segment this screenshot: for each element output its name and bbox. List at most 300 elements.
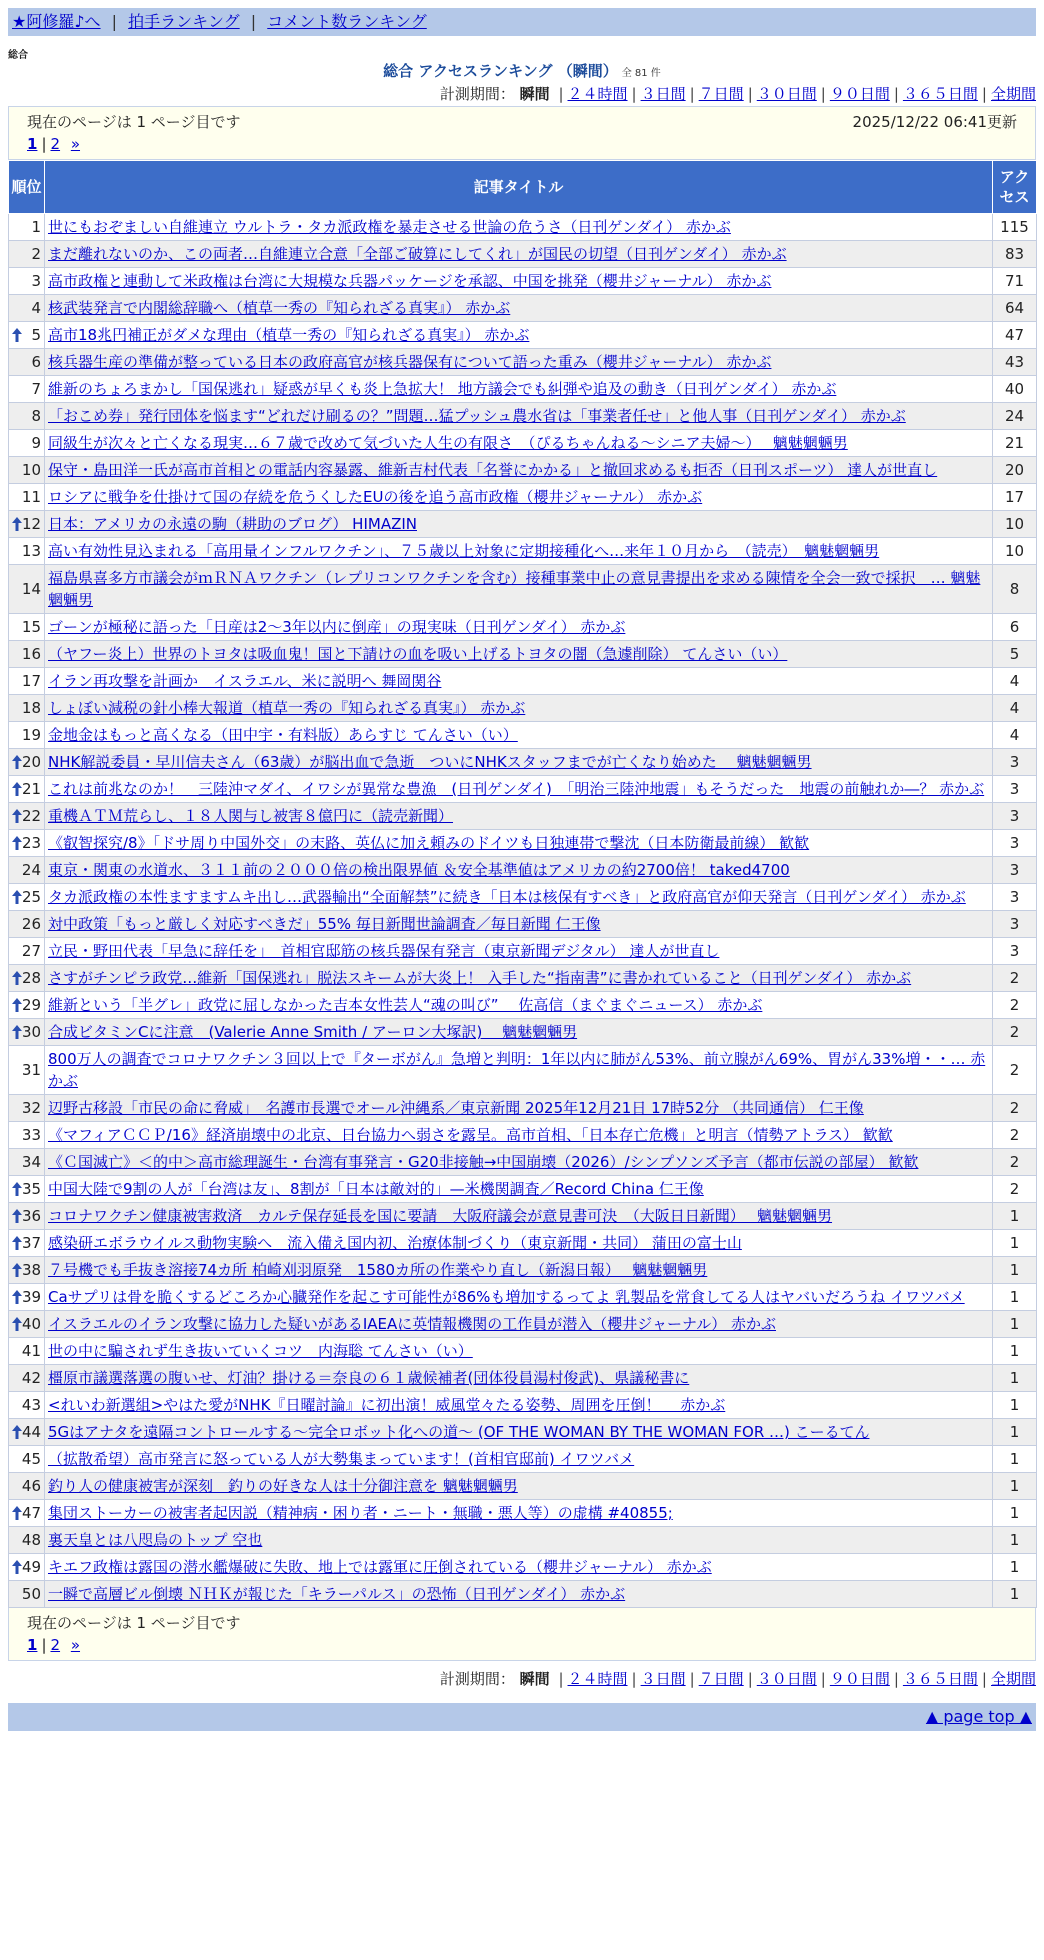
period-separator: |: [689, 85, 695, 103]
rank-cell: [9, 884, 45, 911]
period-option-link[interactable]: ３６５日間: [902, 1670, 978, 1688]
access-count: 8: [993, 565, 1037, 614]
access-count: 1: [993, 1284, 1037, 1311]
period-separator: |: [820, 85, 826, 103]
access-count: 3: [993, 884, 1037, 911]
period-links: [554, 1670, 1036, 1688]
title-cell: [45, 668, 993, 695]
period-separator: |: [747, 85, 753, 103]
up-arrow-icon: [12, 1556, 22, 1578]
rank-number: 30: [22, 1023, 42, 1041]
rank-cell: [9, 1284, 45, 1311]
rank-cell: [9, 749, 45, 776]
rank-cell: [9, 1095, 45, 1122]
article-link[interactable]: まだ離れないのか、この両者…自維連立合意「全部ご破算にしてくれ」が国民の切望（日刊ゲンダイ） 赤かぶ: [48, 245, 787, 263]
rank-number: 2: [31, 245, 41, 263]
title-cell: [45, 1095, 993, 1122]
rank-cell: [9, 1203, 45, 1230]
rank-number: 31: [21, 1061, 41, 1079]
up-arrow-icon: [12, 1205, 22, 1227]
rank-number: 19: [21, 726, 41, 744]
title-cell: [45, 1122, 993, 1149]
article-link[interactable]: 800万人の調査でコロナワクチン３回以上で『ターボがん』急増と判明：1年以内に肺がん53%、前立腺がん69%、胃がん33%増・・… 赤かぶ: [48, 1050, 986, 1090]
page-info-box-bottom: [8, 1608, 1036, 1661]
access-count: 2: [993, 992, 1037, 1019]
article-link[interactable]: 金地金はもっと高くなる（田中宇・有料版）あらすじ てんさい（い）: [48, 726, 518, 744]
access-count: 1: [993, 1581, 1037, 1608]
pager-page-2[interactable]: 2: [50, 1636, 61, 1654]
up-arrow-icon: [12, 324, 22, 346]
article-link[interactable]: これは前兆なのか！ 三陸沖マダイ、イワシが異常な豊漁 (日刊ゲンダイ) 「明治三陸沖地震」もそうだった 地震の前触れか―？ 赤かぶ: [48, 780, 985, 798]
article-link[interactable]: 維新という「半グレ」政党に屈しなかった吉本女性芸人“魂の叫び” 佐高信（まぐまぐニュース） 赤かぶ: [48, 996, 763, 1014]
table-row: [9, 241, 1037, 268]
article-link[interactable]: 高市18兆円補正がダメな理由（植草一秀の『知られざる真実』） 赤かぶ: [48, 326, 530, 344]
rank-number: 25: [22, 888, 42, 906]
access-count: 1: [993, 1311, 1037, 1338]
article-link[interactable]: 5Gはアナタを遠隔コントロールする～完全ロボット化への道～ (OF THE WOMAN BY THE WOMAN FOR …) こーるてん: [48, 1423, 870, 1441]
access-count: 1: [993, 1365, 1037, 1392]
rank-cell: [9, 1257, 45, 1284]
access-count: 2: [993, 1122, 1037, 1149]
table-row: [9, 1473, 1037, 1500]
up-arrow-icon: [12, 1021, 22, 1043]
period-separator: |: [981, 1670, 987, 1688]
up-arrow-icon: [12, 1286, 22, 1308]
title-cell: [45, 776, 993, 803]
rank-cell: [9, 1046, 45, 1095]
period-option-link[interactable]: 全期間: [990, 85, 1036, 103]
period-option-link[interactable]: ３０日間: [756, 85, 817, 103]
article-link[interactable]: 《マフィアＣＣＰ/16》経済崩壊中の北京、日台協力へ弱さを露呈。高市首相、「日本存亡危機」と明言（情勢アトラス） 歓歓: [48, 1126, 893, 1144]
period-separator: |: [747, 1670, 753, 1688]
rank-number: 47: [22, 1504, 42, 1522]
table-row: [9, 668, 1037, 695]
article-link[interactable]: キエフ政権は露国の潜水艦爆破に失敗、地上では露軍に圧倒されている（櫻井ジャーナル） 赤かぶ: [48, 1558, 712, 1576]
up-arrow-icon: [12, 805, 22, 827]
access-count: 6: [993, 614, 1037, 641]
top-nav-bar: [8, 8, 1036, 36]
period-option-link[interactable]: ２４時間: [567, 1670, 628, 1688]
article-link[interactable]: （拡散希望）高市発言に怒っている人が大勢集まっています！(首相官邸前) イワツバメ: [48, 1450, 635, 1468]
article-link[interactable]: 合成ビタミンCに注意 (Valerie Anne Smith / アーロン大塚訳) 魑魅魍魎男: [48, 1023, 578, 1041]
title-cell: [45, 1019, 993, 1046]
period-option-link[interactable]: ３日間: [640, 85, 686, 103]
rank-cell: [9, 295, 45, 322]
access-count: 2: [993, 1095, 1037, 1122]
article-link[interactable]: 感染研エボラウイルス動物実験へ 流入備え国内初、治療体制づくり（東京新聞・共同） 蒲田の富士山: [48, 1234, 742, 1252]
article-link[interactable]: 《叡智探究/8》「ドサ周り中国外交」の末路、英仏に加え頼みのドイツも日独連帯で撃沈（日本防衛最前線） 歓歓: [48, 834, 810, 852]
title-cell: [45, 214, 993, 241]
table-row: [9, 1257, 1037, 1284]
title-cell: [45, 830, 993, 857]
table-row: [9, 695, 1037, 722]
rank-cell: [9, 1554, 45, 1581]
rank-number: 42: [21, 1369, 41, 1387]
access-count: 1: [993, 1527, 1037, 1554]
up-arrow-icon: [12, 1259, 22, 1281]
rank-number: 32: [21, 1099, 41, 1117]
page-info-box-top: [8, 106, 1036, 160]
up-arrow-icon: [12, 1421, 22, 1443]
table-row: [9, 1311, 1037, 1338]
title-cell: [45, 1149, 993, 1176]
table-row: [9, 641, 1037, 668]
table-row: [9, 1230, 1037, 1257]
current-page-text: 現在のページは 1 ページ目です: [27, 113, 241, 131]
rank-number: 33: [21, 1126, 41, 1144]
access-count: 17: [993, 484, 1037, 511]
rank-number: 8: [31, 407, 41, 425]
title-cell: [45, 1338, 993, 1365]
rank-number: 50: [21, 1585, 41, 1603]
title-cell: [45, 1527, 993, 1554]
access-count: 5: [993, 641, 1037, 668]
table-row: [9, 484, 1037, 511]
title-cell: [45, 695, 993, 722]
ranking-table: [8, 160, 1037, 1608]
article-link[interactable]: 辺野古移設「市民の命に脅威」 名護市長選でオール沖縄系／東京新聞 2025年12月21日 17時52分 （共同通信） 仁王像: [48, 1099, 864, 1117]
up-arrow-icon: [12, 994, 22, 1016]
rank-cell: [9, 1365, 45, 1392]
title-cell: [45, 1257, 993, 1284]
rank-cell: [9, 1527, 45, 1554]
period-label: 計測期間：: [439, 1670, 515, 1688]
title-cell: [45, 992, 993, 1019]
article-link[interactable]: コロナワクチン健康被害救済 カルテ保存延長を国に要請 大阪府議会が意見書可決 （大阪日日新聞） 魑魅魍魎男: [48, 1207, 833, 1225]
article-link[interactable]: ゴーンが極秘に語った「日産は2～3年以内に倒産」の現実味（日刊ゲンダイ） 赤かぶ: [48, 618, 626, 636]
access-count: 1: [993, 1392, 1037, 1419]
period-selector-top: [8, 82, 1036, 106]
title-cell: [45, 511, 993, 538]
pager-next-link[interactable]: »: [70, 1636, 81, 1654]
rank-cell: [9, 376, 45, 403]
article-link[interactable]: 東京・関東の水道水、３１１前の２０００倍の検出限界値 ＆安全基準値はアメリカの約2700倍！ taked4700: [48, 861, 790, 879]
article-link[interactable]: イラン再攻撃を計画か イスラエル、米に説明へ 舞岡関谷: [48, 672, 442, 690]
rank-number: 39: [22, 1288, 42, 1306]
table-row: [9, 349, 1037, 376]
rank-number: 49: [22, 1558, 42, 1576]
access-count: 3: [993, 749, 1037, 776]
rank-cell: [9, 1311, 45, 1338]
article-link[interactable]: しょぼい減税の針小棒大報道（植草一秀の『知られざる真実』） 赤かぶ: [48, 699, 526, 717]
nav-separator: |: [111, 12, 118, 31]
rank-number: 22: [22, 807, 42, 825]
rank-cell: [9, 641, 45, 668]
access-count: 2: [993, 1149, 1037, 1176]
rank-number: 10: [21, 461, 41, 479]
title-cell: [45, 1446, 993, 1473]
rank-cell: [9, 241, 45, 268]
title-cell: [45, 911, 993, 938]
table-row: [9, 1203, 1037, 1230]
period-option-link[interactable]: ７日間: [698, 85, 744, 103]
access-count: 1: [993, 1203, 1037, 1230]
period-option-link[interactable]: ３６５日間: [902, 85, 978, 103]
article-link[interactable]: 「おこめ券」発行団体を悩ます“どれだけ刷るの？”問題…猛プッシュ農水省は「事業者任せ」と他人事（日刊ゲンダイ） 赤かぶ: [48, 407, 906, 425]
article-link[interactable]: 核武装発言で内閣総辞職へ（植草一秀の『知られざる真実』） 赤かぶ: [48, 299, 511, 317]
article-link[interactable]: イスラエルのイラン攻撃に協力した疑いがあるIAEAに英情報機関の工作員が潜入（櫻井ジャーナル） 赤かぶ: [48, 1315, 776, 1333]
rank-cell: [9, 965, 45, 992]
rank-cell: [9, 614, 45, 641]
up-arrow-icon: [12, 751, 22, 773]
rank-number: 13: [21, 542, 41, 560]
table-row: [9, 857, 1037, 884]
article-link[interactable]: 高い有効性見込まれる「高用量インフルワクチン」、７５歳以上対象に定期接種化へ…来年１０月から （読売） 魑魅魍魎男: [48, 542, 880, 560]
rank-number: 1: [31, 218, 41, 236]
rank-number: 15: [21, 618, 41, 636]
title-cell: [45, 803, 993, 830]
access-count: 2: [993, 1019, 1037, 1046]
rank-cell: [9, 349, 45, 376]
table-row: [9, 776, 1037, 803]
rank-number: 21: [22, 780, 42, 798]
access-count: 1: [993, 1500, 1037, 1527]
rank-number: 36: [22, 1207, 42, 1225]
table-row: [9, 722, 1037, 749]
access-count: 3: [993, 776, 1037, 803]
up-arrow-icon: [12, 778, 22, 800]
title-cell: [45, 457, 993, 484]
title-cell: [45, 938, 993, 965]
rank-number: 35: [22, 1180, 42, 1198]
rank-number: 20: [22, 753, 42, 771]
article-link[interactable]: 対中政策「もっと厳しく対応すべきだ」55% 毎日新聞世論調査／毎日新聞 仁王像: [48, 915, 601, 933]
rank-cell: [9, 1473, 45, 1500]
period-separator: |: [893, 1670, 899, 1688]
rank-number: 17: [21, 672, 41, 690]
article-link[interactable]: （ヤフー炎上）世界のトヨタは吸血鬼！国と下請けの血を吸い上げるトヨタの闇（急遽削除） てんさい（い）: [48, 645, 788, 663]
article-link[interactable]: 裏天皇とは八咫烏のトップ 空也: [48, 1531, 263, 1549]
article-link[interactable]: 《Ｃ国滅亡》＜的中＞高市総理誕生・台湾有事発言・G20非接触→中国崩壊（2026）/シンプソンズ予言（都市伝説の部屋） 歓歓: [48, 1153, 919, 1171]
title-cell: [45, 1419, 993, 1446]
access-count: 64: [993, 295, 1037, 322]
table-row: [9, 538, 1037, 565]
rank-number: 14: [21, 580, 41, 598]
period-option-link[interactable]: ３日間: [640, 1670, 686, 1688]
title-cell: [45, 965, 993, 992]
table-row: [9, 1338, 1037, 1365]
period-separator: |: [631, 85, 637, 103]
article-link[interactable]: 一瞬で高層ビル倒壊 ＮＨＫが報じた「キラーパルス」の恐怖（日刊ゲンダイ） 赤かぶ: [48, 1585, 626, 1603]
ranking-header: [8, 60, 1036, 82]
table-row: [9, 376, 1037, 403]
period-option-link[interactable]: ９０日間: [829, 85, 890, 103]
title-cell: [45, 641, 993, 668]
item-count: 全 81 件: [621, 68, 661, 79]
table-row: [9, 803, 1037, 830]
access-count: 3: [993, 911, 1037, 938]
pager-page-1[interactable]: 1: [27, 1636, 38, 1654]
home-link[interactable]: ★阿修羅♪へ: [12, 12, 101, 31]
current-page-text: 現在のページは 1 ページ目です: [27, 1614, 241, 1632]
up-arrow-icon: [12, 1232, 22, 1254]
access-count: 4: [993, 695, 1037, 722]
period-separator: |: [820, 1670, 826, 1688]
table-row: [9, 1446, 1037, 1473]
access-count: 1: [993, 1257, 1037, 1284]
access-count: 2: [993, 965, 1037, 992]
article-link[interactable]: ロシアに戦争を仕掛けて国の存続を危うくしたEUの後を追う高市政権（櫻井ジャーナル） 赤かぶ: [48, 488, 703, 506]
article-link[interactable]: 日本：アメリカの永遠の駒（耕助のブログ） HIMAZIN: [48, 515, 417, 533]
rank-number: 5: [31, 326, 41, 344]
article-link[interactable]: <れいわ新選組>やはた愛がNHK『日曜討論』に初出演！威風堂々たる姿勢、周囲を圧倒！ 赤かぶ: [48, 1396, 726, 1414]
table-row: [9, 884, 1037, 911]
title-cell: [45, 376, 993, 403]
column-header-access: アクセス: [993, 161, 1037, 214]
rank-cell: [9, 1500, 45, 1527]
access-count: 3: [993, 830, 1037, 857]
article-link[interactable]: Caサプリは骨を脆くするどころか心臓発作を起こす可能性が86%も増加するってよ 乳製品を常食してる人はヤバいだろうね イワツバメ: [48, 1288, 965, 1306]
rank-number: 7: [31, 380, 41, 398]
rank-number: 29: [22, 996, 42, 1014]
table-row: [9, 511, 1037, 538]
pager-separator: |: [41, 1636, 47, 1654]
rank-cell: [9, 722, 45, 749]
article-link[interactable]: ７号機でも手抜き溶接74カ所 柏崎刈羽原発 1580カ所の作業やり直し（新潟日報） 魑魅魍魎男: [48, 1261, 708, 1279]
rank-cell: [9, 565, 45, 614]
title-cell: [45, 749, 993, 776]
access-count: 1: [993, 1338, 1037, 1365]
table-row: [9, 430, 1037, 457]
page-top-link[interactable]: ▲ page top ▲: [925, 1707, 1032, 1726]
rank-cell: [9, 403, 45, 430]
period-separator: |: [893, 85, 899, 103]
period-current: 瞬間: [519, 85, 550, 103]
rank-number: 40: [22, 1315, 42, 1333]
access-count: 1: [993, 1554, 1037, 1581]
title-cell: [45, 1392, 993, 1419]
title-cell: [45, 484, 993, 511]
up-arrow-icon: [12, 1313, 22, 1335]
applause-ranking-link[interactable]: 拍手ランキング: [128, 12, 240, 31]
period-option-link[interactable]: ７日間: [698, 1670, 744, 1688]
table-row: [9, 322, 1037, 349]
table-row: [9, 1365, 1037, 1392]
rank-cell: [9, 857, 45, 884]
period-selector-bottom: [8, 1667, 1036, 1691]
article-link[interactable]: 集団ストーカーの被害者起因説（精神病・困り者・ニート・無職・悪人等）の虚構 #40855;: [48, 1504, 673, 1522]
period-separator: |: [981, 85, 987, 103]
pager-page-2[interactable]: 2: [50, 135, 61, 153]
rank-number: 34: [21, 1153, 41, 1171]
rank-cell: [9, 1392, 45, 1419]
rank-cell: [9, 1446, 45, 1473]
article-link[interactable]: タカ派政権の本性ますますムキ出し…武器輸出“全面解禁”に続き「日本は核保有すべき」と政府高官が仰天発言（日刊ゲンダイ） 赤かぶ: [48, 888, 966, 906]
period-option-link[interactable]: 全期間: [990, 1670, 1036, 1688]
pager-next-link[interactable]: »: [70, 135, 81, 153]
rank-number: 4: [31, 299, 41, 317]
rank-cell: [9, 830, 45, 857]
article-link[interactable]: 福島県喜多方市議会がｍＲＮＡワクチン（レプリコンワクチンを含む）接種事業中止の意見書提出を求める陳情を全会一致で採択 … 魑魅魍魎男: [48, 569, 981, 609]
table-row: [9, 1581, 1037, 1608]
title-cell: [45, 268, 993, 295]
access-count: 43: [993, 349, 1037, 376]
article-link[interactable]: 高市政権と連動して米政権は台湾に大規模な兵器パッケージを承認、中国を挑発（櫻井ジャーナル） 赤かぶ: [48, 272, 772, 290]
rank-cell: [9, 1338, 45, 1365]
rank-cell: [9, 1419, 45, 1446]
rank-cell: [9, 1149, 45, 1176]
title-cell: [45, 565, 993, 614]
access-count: 2: [993, 1046, 1037, 1095]
title-cell: [45, 614, 993, 641]
period-links: [554, 85, 1036, 103]
table-row: [9, 403, 1037, 430]
title-cell: [45, 1311, 993, 1338]
table-row: [9, 1284, 1037, 1311]
rank-number: 41: [21, 1342, 41, 1360]
period-separator: |: [558, 85, 564, 103]
rank-cell: [9, 695, 45, 722]
period-option-link[interactable]: ９０日間: [829, 1670, 890, 1688]
rank-cell: [9, 457, 45, 484]
title-cell: [45, 1176, 993, 1203]
table-row: [9, 830, 1037, 857]
rank-number: 18: [21, 699, 41, 717]
title-cell: [45, 1230, 993, 1257]
access-count: 20: [993, 457, 1037, 484]
table-row: [9, 1176, 1037, 1203]
article-link[interactable]: さすがチンピラ政党…維新「国保逃れ」脱法スキームが大炎上！ 入手した“指南書”に書かれていること（日刊ゲンダイ） 赤かぶ: [48, 969, 912, 987]
up-arrow-icon: [12, 967, 22, 989]
article-link[interactable]: 同級生が次々と亡くなる現実…６７歳で改めて気づいた人生の有限さ （ぴるちゃんねる～シニア夫婦～） 魑魅魍魎男: [48, 434, 848, 452]
article-link[interactable]: 世にもおぞましい自維連立 ウルトラ・タカ派政権を暴走させる世論の危うさ（日刊ゲンダイ） 赤かぶ: [48, 218, 731, 236]
access-count: 83: [993, 241, 1037, 268]
table-row: [9, 1500, 1037, 1527]
rank-number: 12: [22, 515, 42, 533]
title-cell: [45, 1500, 993, 1527]
article-link[interactable]: 重機ＡＴＭ荒らし、１８人関与し被害８億円に（読売新聞）: [48, 807, 454, 825]
article-link[interactable]: 立民・野田代表「早急に辞任を」 首相官邸筋の核兵器保有発言（東京新聞デジタル） 達人が世直し: [48, 942, 720, 960]
rank-number: 9: [31, 434, 41, 452]
article-link[interactable]: NHK解説委員・早川信夫さん（63歳）が脳出血で急逝 ついにNHKスタッフまでが亡くなり始めた 魑魅魍魎男: [48, 753, 812, 771]
article-link[interactable]: 橿原市議選落選の腹いせ、灯油？掛ける＝奈良の６１歳候補者(団体役員湯村俊武)、県議秘書に: [48, 1369, 690, 1387]
up-arrow-icon: [12, 513, 22, 535]
rank-number: 23: [22, 834, 42, 852]
article-link[interactable]: 核兵器生産の準備が整っている日本の政府高官が核兵器保有について語った重み（櫻井ジャーナル） 赤かぶ: [48, 353, 772, 371]
ranking-rows: [9, 214, 1037, 1608]
rank-number: 28: [22, 969, 42, 987]
access-count: 115: [993, 214, 1037, 241]
rank-cell: [9, 1019, 45, 1046]
article-link[interactable]: 保守・島田洋一氏が高市首相との電話内容暴露、維新吉村代表「名誉にかかる」と撤回求めるも拒否（日刊スポーツ） 達人が世直し: [48, 461, 938, 479]
article-link[interactable]: 世の中に騙されず生き抜いていくコツ 内海聡 てんさい（い）: [48, 1342, 473, 1360]
article-link[interactable]: 中国大陸で9割の人が「台湾は友」、8割が「日本は敵対的」—米機関調査／Record China 仁王像: [48, 1180, 704, 1198]
title-cell: [45, 295, 993, 322]
title-cell: [45, 1473, 993, 1500]
article-link[interactable]: 維新のちょろまかし「国保逃れ」疑惑が早くも炎上急拡大！ 地方議会でも糾弾や追及の動き（日刊ゲンダイ） 赤かぶ: [48, 380, 837, 398]
rank-cell: [9, 538, 45, 565]
pager-page-1[interactable]: 1: [27, 135, 38, 153]
table-row: [9, 992, 1037, 1019]
rank-cell: [9, 511, 45, 538]
access-count: 24: [993, 403, 1037, 430]
rank-cell: [9, 268, 45, 295]
rank-number: 3: [31, 272, 41, 290]
access-count: 2: [993, 1176, 1037, 1203]
rank-cell: [9, 911, 45, 938]
table-row: [9, 965, 1037, 992]
rank-number: 27: [21, 942, 41, 960]
rank-number: 6: [31, 353, 41, 371]
title-cell: [45, 1554, 993, 1581]
period-option-link[interactable]: ２４時間: [567, 85, 628, 103]
rank-cell: [9, 214, 45, 241]
comment-ranking-link[interactable]: コメント数ランキング: [267, 12, 427, 31]
period-option-link[interactable]: ３０日間: [756, 1670, 817, 1688]
article-link[interactable]: 釣り人の健康被害が深刻 釣りの好きな人は十分御注意を 魑魅魍魎男: [48, 1477, 518, 1495]
page-title: 総合 アクセスランキング （瞬間）: [383, 62, 618, 80]
title-cell: [45, 884, 993, 911]
